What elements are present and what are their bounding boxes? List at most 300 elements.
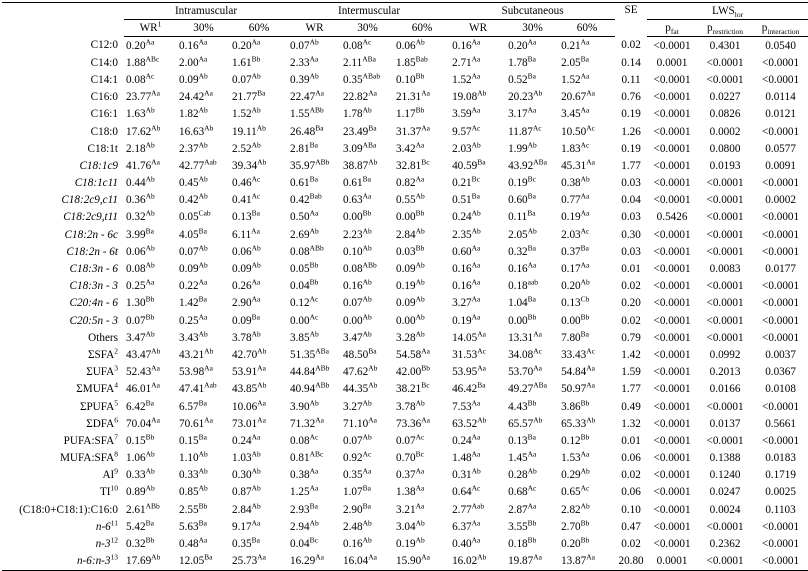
pvalue: <0.0001: [653, 400, 691, 413]
value-cell: [288, 364, 341, 381]
mean-value: 2.87: [508, 503, 528, 516]
significance-letters: Ba: [145, 225, 154, 235]
se-value: 0.02: [621, 538, 641, 551]
value-cell: [341, 89, 394, 106]
significance-letters: Ab: [145, 174, 155, 184]
se-cell: [615, 398, 647, 415]
value-cell: [230, 450, 288, 467]
significance-letters: Aa: [471, 277, 481, 287]
value-cell: [450, 123, 506, 140]
significance-letters: Aa: [533, 329, 542, 339]
value-cell: [506, 123, 559, 140]
mean-value: 0.03: [396, 245, 416, 258]
value-cell: [288, 54, 341, 71]
mean-value: 3.27: [452, 297, 472, 310]
mean-value: 0.16: [343, 280, 363, 293]
value-cell: [177, 518, 230, 535]
pvalue: <0.0001: [653, 538, 691, 551]
mean-value: 38.21: [396, 383, 422, 396]
significance-letters: Aa: [580, 449, 590, 459]
value-cell: [124, 54, 177, 71]
significance-letters: ABb: [309, 243, 324, 253]
mean-value: 0.06: [396, 39, 416, 52]
significance-letters: Aa: [421, 414, 430, 424]
pvalue: 0.0227: [709, 91, 741, 104]
treatment-header: [341, 20, 394, 37]
significance-letters: Ab: [198, 71, 208, 81]
pvalue-header: [697, 20, 753, 37]
row-label: [2, 364, 124, 381]
treatment-label: 30%: [193, 22, 214, 34]
mean-value: 0.33: [179, 469, 199, 482]
value-cell: [177, 364, 230, 381]
pvalue: 0.0002: [765, 194, 796, 207]
table-row: [2, 123, 808, 140]
value-cell: [450, 106, 506, 123]
mean-value: 2.61: [126, 503, 146, 516]
mean-value: 2.77: [452, 503, 472, 516]
row-label-text: (C18:0+C18:1):C16:0: [19, 503, 118, 516]
value-cell: [506, 71, 559, 88]
group-header: [288, 3, 450, 20]
significance-letters: Ac: [362, 36, 372, 46]
row-label: [2, 295, 124, 312]
value-cell: [506, 106, 559, 123]
value-cell: [450, 501, 506, 518]
mean-value: 3.99: [126, 228, 146, 241]
significance-letters: Aa: [309, 54, 319, 64]
significance-letters: ABb: [309, 105, 324, 115]
significance-letters: Ac: [477, 346, 486, 356]
row-label-text: C18:2c9,t11: [63, 211, 118, 224]
pvalue-cell: [647, 226, 697, 243]
significance-letters: Bc: [421, 380, 430, 390]
mean-value: 0.39: [290, 73, 310, 86]
treatment-header: [506, 20, 559, 37]
value-cell: [230, 123, 288, 140]
pvalue: 0.0037: [765, 348, 796, 361]
value-cell: [341, 501, 394, 518]
pvalue-cell: [697, 312, 753, 329]
mean-value: 0.16: [452, 263, 472, 276]
mean-value: 48.50: [343, 348, 369, 361]
pvalue-cell: [697, 518, 753, 535]
significance-letters: Ab: [198, 243, 208, 253]
pvalue: 0.0247: [709, 486, 741, 499]
significance-letters: ABa: [362, 54, 376, 64]
pvalue-cell: [647, 450, 697, 467]
significance-letters: Ba: [477, 380, 486, 390]
significance-letters: Ac: [145, 71, 155, 81]
row-label: [2, 260, 124, 277]
mean-value: 20.67: [561, 91, 587, 104]
table-row: [2, 484, 808, 501]
se-cell: [615, 260, 647, 277]
value-cell: [341, 123, 394, 140]
significance-letters: Aa: [586, 88, 595, 98]
se-cell: [615, 209, 647, 226]
mean-value: 0.09: [396, 263, 416, 276]
value-cell: [177, 226, 230, 243]
value-cell: [506, 398, 559, 415]
significance-letters: Aa: [477, 329, 486, 339]
mean-value: 3.90: [290, 400, 310, 413]
significance-letters: Ab: [471, 139, 481, 149]
significance-letters: Aa: [471, 243, 481, 253]
value-cell: [288, 192, 341, 209]
value-cell: [341, 312, 394, 329]
mean-value: 10.06: [232, 400, 258, 413]
pvalue: <0.0001: [653, 366, 691, 379]
value-cell: [506, 346, 559, 363]
row-label-text: ΣSFA: [88, 348, 115, 361]
significance-letters: Ac: [309, 294, 319, 304]
significance-letters: Ba: [198, 397, 207, 407]
mean-value: 0.85: [179, 486, 199, 499]
pvalue-cell: [647, 278, 697, 295]
table-row: [2, 243, 808, 260]
mean-value: 0.07: [343, 297, 363, 310]
significance-letters: Aa: [251, 225, 260, 235]
mean-value: 2.48: [343, 520, 363, 533]
pvalue-cell: [753, 501, 808, 518]
value-cell: [230, 89, 288, 106]
row-label-text: Others: [88, 331, 118, 344]
mean-value: 0.32: [508, 245, 528, 258]
significance-letters: Ac: [527, 483, 537, 493]
pvalue: <0.0001: [762, 400, 800, 413]
mean-value: 0.30: [232, 469, 252, 482]
table-row: [2, 535, 808, 552]
mean-value: 3.43: [179, 331, 199, 344]
significance-letters: Ab: [151, 122, 161, 132]
significance-letters: Ab: [368, 363, 378, 373]
pvalue-cell: [697, 364, 753, 381]
group-label: Intramuscular: [174, 5, 238, 17]
value-cell: [394, 106, 450, 123]
significance-letters: Aa: [580, 208, 590, 218]
pvalue-label: p: [707, 22, 713, 34]
pvalue-cell: [647, 467, 697, 484]
value-cell: [450, 243, 506, 260]
pvalue-cell: [753, 192, 808, 209]
significance-letters: Aa: [151, 363, 160, 373]
mean-value: 2.82: [561, 503, 581, 516]
row-label-footnote: 3: [114, 363, 118, 373]
mean-value: 1.99: [508, 142, 528, 155]
value-cell: [341, 535, 394, 552]
row-label-text: C18:2n - 6t: [66, 245, 118, 258]
significance-letters: Aa: [477, 363, 486, 373]
pvalue: <0.0001: [653, 194, 691, 207]
pvalue: <0.0001: [762, 314, 800, 327]
value-cell: [124, 175, 177, 192]
significance-letters: Ab: [198, 329, 208, 339]
treatment-header: [559, 20, 615, 37]
mean-value: 34.08: [508, 348, 534, 361]
significance-letters: Bb: [527, 518, 537, 528]
significance-letters: Ba: [145, 397, 154, 407]
significance-letters: Aa: [415, 174, 425, 184]
significance-letters: Ba: [580, 54, 589, 64]
value-cell: [230, 260, 288, 277]
significance-letters: Ab: [198, 449, 208, 459]
significance-letters: Aa: [198, 535, 208, 545]
mean-value: 43.92: [508, 159, 534, 172]
mean-value: 7.53: [452, 400, 472, 413]
pvalue: <0.0001: [706, 555, 744, 568]
significance-letters: Ab: [362, 397, 372, 407]
value-cell: [559, 553, 615, 571]
pvalue: <0.0001: [653, 297, 691, 310]
row-label-footnote: 5: [114, 397, 118, 407]
value-cell: [288, 535, 341, 552]
mean-value: 0.25: [126, 280, 146, 293]
value-cell: [341, 329, 394, 346]
mean-value: 41.76: [126, 159, 152, 172]
value-cell: [230, 467, 288, 484]
mean-value: 42.00: [396, 366, 422, 379]
se-cell: [615, 192, 647, 209]
pvalue-label: p: [761, 22, 768, 34]
value-cell: [559, 398, 615, 415]
mean-value: 2.11: [343, 56, 363, 69]
row-label-text: ΣDFA: [86, 417, 115, 430]
value-cell: [124, 106, 177, 123]
header-blank: [2, 3, 124, 20]
value-cell: [288, 501, 341, 518]
mean-value: 9.17: [232, 520, 252, 533]
mean-value: 14.05: [452, 331, 478, 344]
value-cell: [124, 450, 177, 467]
significance-letters: Aa: [580, 260, 590, 270]
se-cell: [615, 553, 647, 571]
value-cell: [177, 175, 230, 192]
value-cell: [124, 518, 177, 535]
mean-value: 31.53: [452, 348, 478, 361]
pvalue: 0.1388: [709, 452, 741, 465]
value-cell: [230, 278, 288, 295]
pvalue: <0.0001: [653, 125, 691, 138]
significance-letters: Ac: [532, 122, 542, 132]
fatty-acid-table: [2, 2, 808, 571]
mean-value: 0.06: [232, 245, 252, 258]
significance-letters: Bb: [309, 260, 319, 270]
value-cell: [230, 209, 288, 226]
mean-value: 1.63: [126, 108, 146, 121]
value-cell: [394, 123, 450, 140]
pvalue: <0.0001: [706, 194, 744, 207]
mean-value: 1.48: [452, 452, 472, 465]
significance-letters: Aa: [309, 483, 319, 493]
significance-letters: Ab: [257, 157, 267, 167]
significance-letters: Ab: [533, 414, 543, 424]
value-cell: [559, 54, 615, 71]
value-cell: [124, 140, 177, 157]
value-cell: [341, 518, 394, 535]
significance-letters: Ba: [362, 174, 371, 184]
se-value: 20.80: [618, 555, 644, 568]
value-cell: [450, 415, 506, 432]
value-cell: [177, 432, 230, 449]
mean-value: 0.19: [561, 211, 581, 224]
pvalue: <0.0001: [762, 245, 800, 258]
mean-value: 0.21: [452, 177, 472, 190]
significance-letters: Ab: [368, 157, 378, 167]
mean-value: 1.52: [232, 108, 252, 121]
pvalue: <0.0001: [706, 400, 744, 413]
row-label-footnote: 11: [110, 518, 118, 528]
significance-letters: Ab: [145, 260, 155, 270]
mean-value: 13.31: [508, 331, 534, 344]
significance-letters: Aa: [315, 88, 324, 98]
se-value: 0.19: [621, 142, 641, 155]
mean-value: 12.05: [179, 555, 205, 568]
treatment-label: WR: [139, 22, 158, 34]
table-row: [2, 295, 808, 312]
pvalue: <0.0001: [653, 39, 691, 52]
significance-letters: Ab: [251, 500, 261, 510]
se-cell: [615, 501, 647, 518]
value-cell: [288, 346, 341, 363]
mean-value: 0.48: [179, 538, 199, 551]
significance-letters: Aa: [471, 105, 481, 115]
se-value: 0.06: [621, 486, 641, 499]
mean-value: 23.49: [343, 125, 369, 138]
row-label-footnote: 12: [110, 535, 118, 545]
significance-letters: Aa: [198, 277, 208, 287]
pvalue-cell: [647, 157, 697, 174]
value-cell: [559, 364, 615, 381]
se-cell: [615, 467, 647, 484]
value-cell: [450, 278, 506, 295]
pvalue-cell: [697, 71, 753, 88]
pvalue: 0.0193: [709, 159, 741, 172]
se-cell: [615, 140, 647, 157]
significance-letters: Ac: [309, 432, 319, 442]
value-cell: [506, 37, 559, 55]
row-label: [2, 553, 124, 571]
pvalue-cell: [697, 106, 753, 123]
significance-letters: Ab: [256, 122, 266, 132]
mean-value: 51.35: [290, 348, 316, 361]
mean-value: 3.86: [561, 400, 581, 413]
pvalue: <0.0001: [653, 383, 691, 396]
significance-letters: Aa: [471, 432, 481, 442]
pvalue-cell: [697, 450, 753, 467]
se-value: 0.20: [621, 297, 641, 310]
pvalue: <0.0001: [653, 91, 691, 104]
significance-letters: Ab: [415, 260, 425, 270]
mean-value: 1.83: [561, 142, 581, 155]
se-value: 1.77: [621, 383, 641, 396]
pvalue-cell: [697, 553, 753, 571]
pvalue-cell: [697, 89, 753, 106]
value-cell: [450, 518, 506, 535]
value-cell: [177, 535, 230, 552]
significance-letters: Ac: [580, 483, 590, 493]
value-cell: [177, 295, 230, 312]
significance-letters: Ab: [415, 277, 425, 287]
value-cell: [341, 346, 394, 363]
mean-value: 23.77: [126, 91, 152, 104]
significance-letters: Bb: [145, 294, 155, 304]
mean-value: 0.19: [396, 280, 416, 293]
pvalue: <0.0001: [653, 486, 691, 499]
mean-value: 3.47: [126, 331, 146, 344]
value-cell: [288, 553, 341, 571]
mean-value: 0.12: [561, 434, 581, 447]
pvalue-cell: [753, 260, 808, 277]
value-cell: [230, 484, 288, 501]
mean-value: 35.97: [290, 159, 316, 172]
value-cell: [288, 209, 341, 226]
pvalue-cell: [647, 312, 697, 329]
row-label-footnote: 4: [114, 380, 118, 390]
treatment-label: WR: [305, 22, 324, 34]
pvalue-cell: [697, 381, 753, 398]
significance-letters: Aa: [198, 311, 208, 321]
significance-letters: Ab: [198, 191, 208, 201]
value-cell: [177, 192, 230, 209]
mean-value: 33.43: [561, 348, 587, 361]
significance-letters: Aa: [421, 88, 430, 98]
value-cell: [341, 364, 394, 381]
value-cell: [177, 54, 230, 71]
significance-letters: Ab: [151, 346, 161, 356]
pvalue: <0.0001: [706, 434, 744, 447]
significance-letters: Aa: [145, 36, 155, 46]
se-cell: [615, 54, 647, 71]
mean-value: 47.41: [179, 383, 205, 396]
table-row: [2, 106, 808, 123]
pvalue: <0.0001: [706, 297, 744, 310]
mean-value: 5.42: [126, 520, 146, 533]
value-cell: [177, 140, 230, 157]
value-cell: [124, 312, 177, 329]
mean-value: 0.13: [232, 211, 252, 224]
significance-letters: Ab: [415, 294, 425, 304]
value-cell: [288, 106, 341, 123]
treatment-label: 60%: [576, 22, 598, 34]
mean-value: 7.80: [561, 331, 581, 344]
value-cell: [559, 501, 615, 518]
mean-value: 2.69: [290, 228, 310, 241]
row-label: [2, 312, 124, 329]
pvalue: <0.0001: [653, 142, 691, 155]
significance-letters: Ac: [533, 346, 542, 356]
mean-value: 1.10: [179, 452, 199, 465]
se-cell: [615, 415, 647, 432]
significance-letters: Ab: [145, 329, 155, 339]
mean-value: 54.58: [396, 348, 422, 361]
value-cell: [288, 432, 341, 449]
value-cell: [394, 37, 450, 55]
significance-letters: Ab: [527, 225, 537, 235]
row-label-footnote: 9: [114, 466, 118, 476]
value-cell: [124, 260, 177, 277]
value-cell: [288, 329, 341, 346]
mean-value: 0.21: [561, 39, 581, 52]
mean-value: 17.62: [126, 125, 152, 138]
mean-value: 2.71: [452, 56, 472, 69]
mean-value: 6.57: [179, 400, 199, 413]
mean-value: 0.00: [396, 314, 416, 327]
significance-letters: Aa: [586, 380, 595, 390]
significance-letters: Ab: [251, 105, 261, 115]
significance-letters: Ab: [257, 346, 267, 356]
mean-value: 0.04: [290, 280, 310, 293]
